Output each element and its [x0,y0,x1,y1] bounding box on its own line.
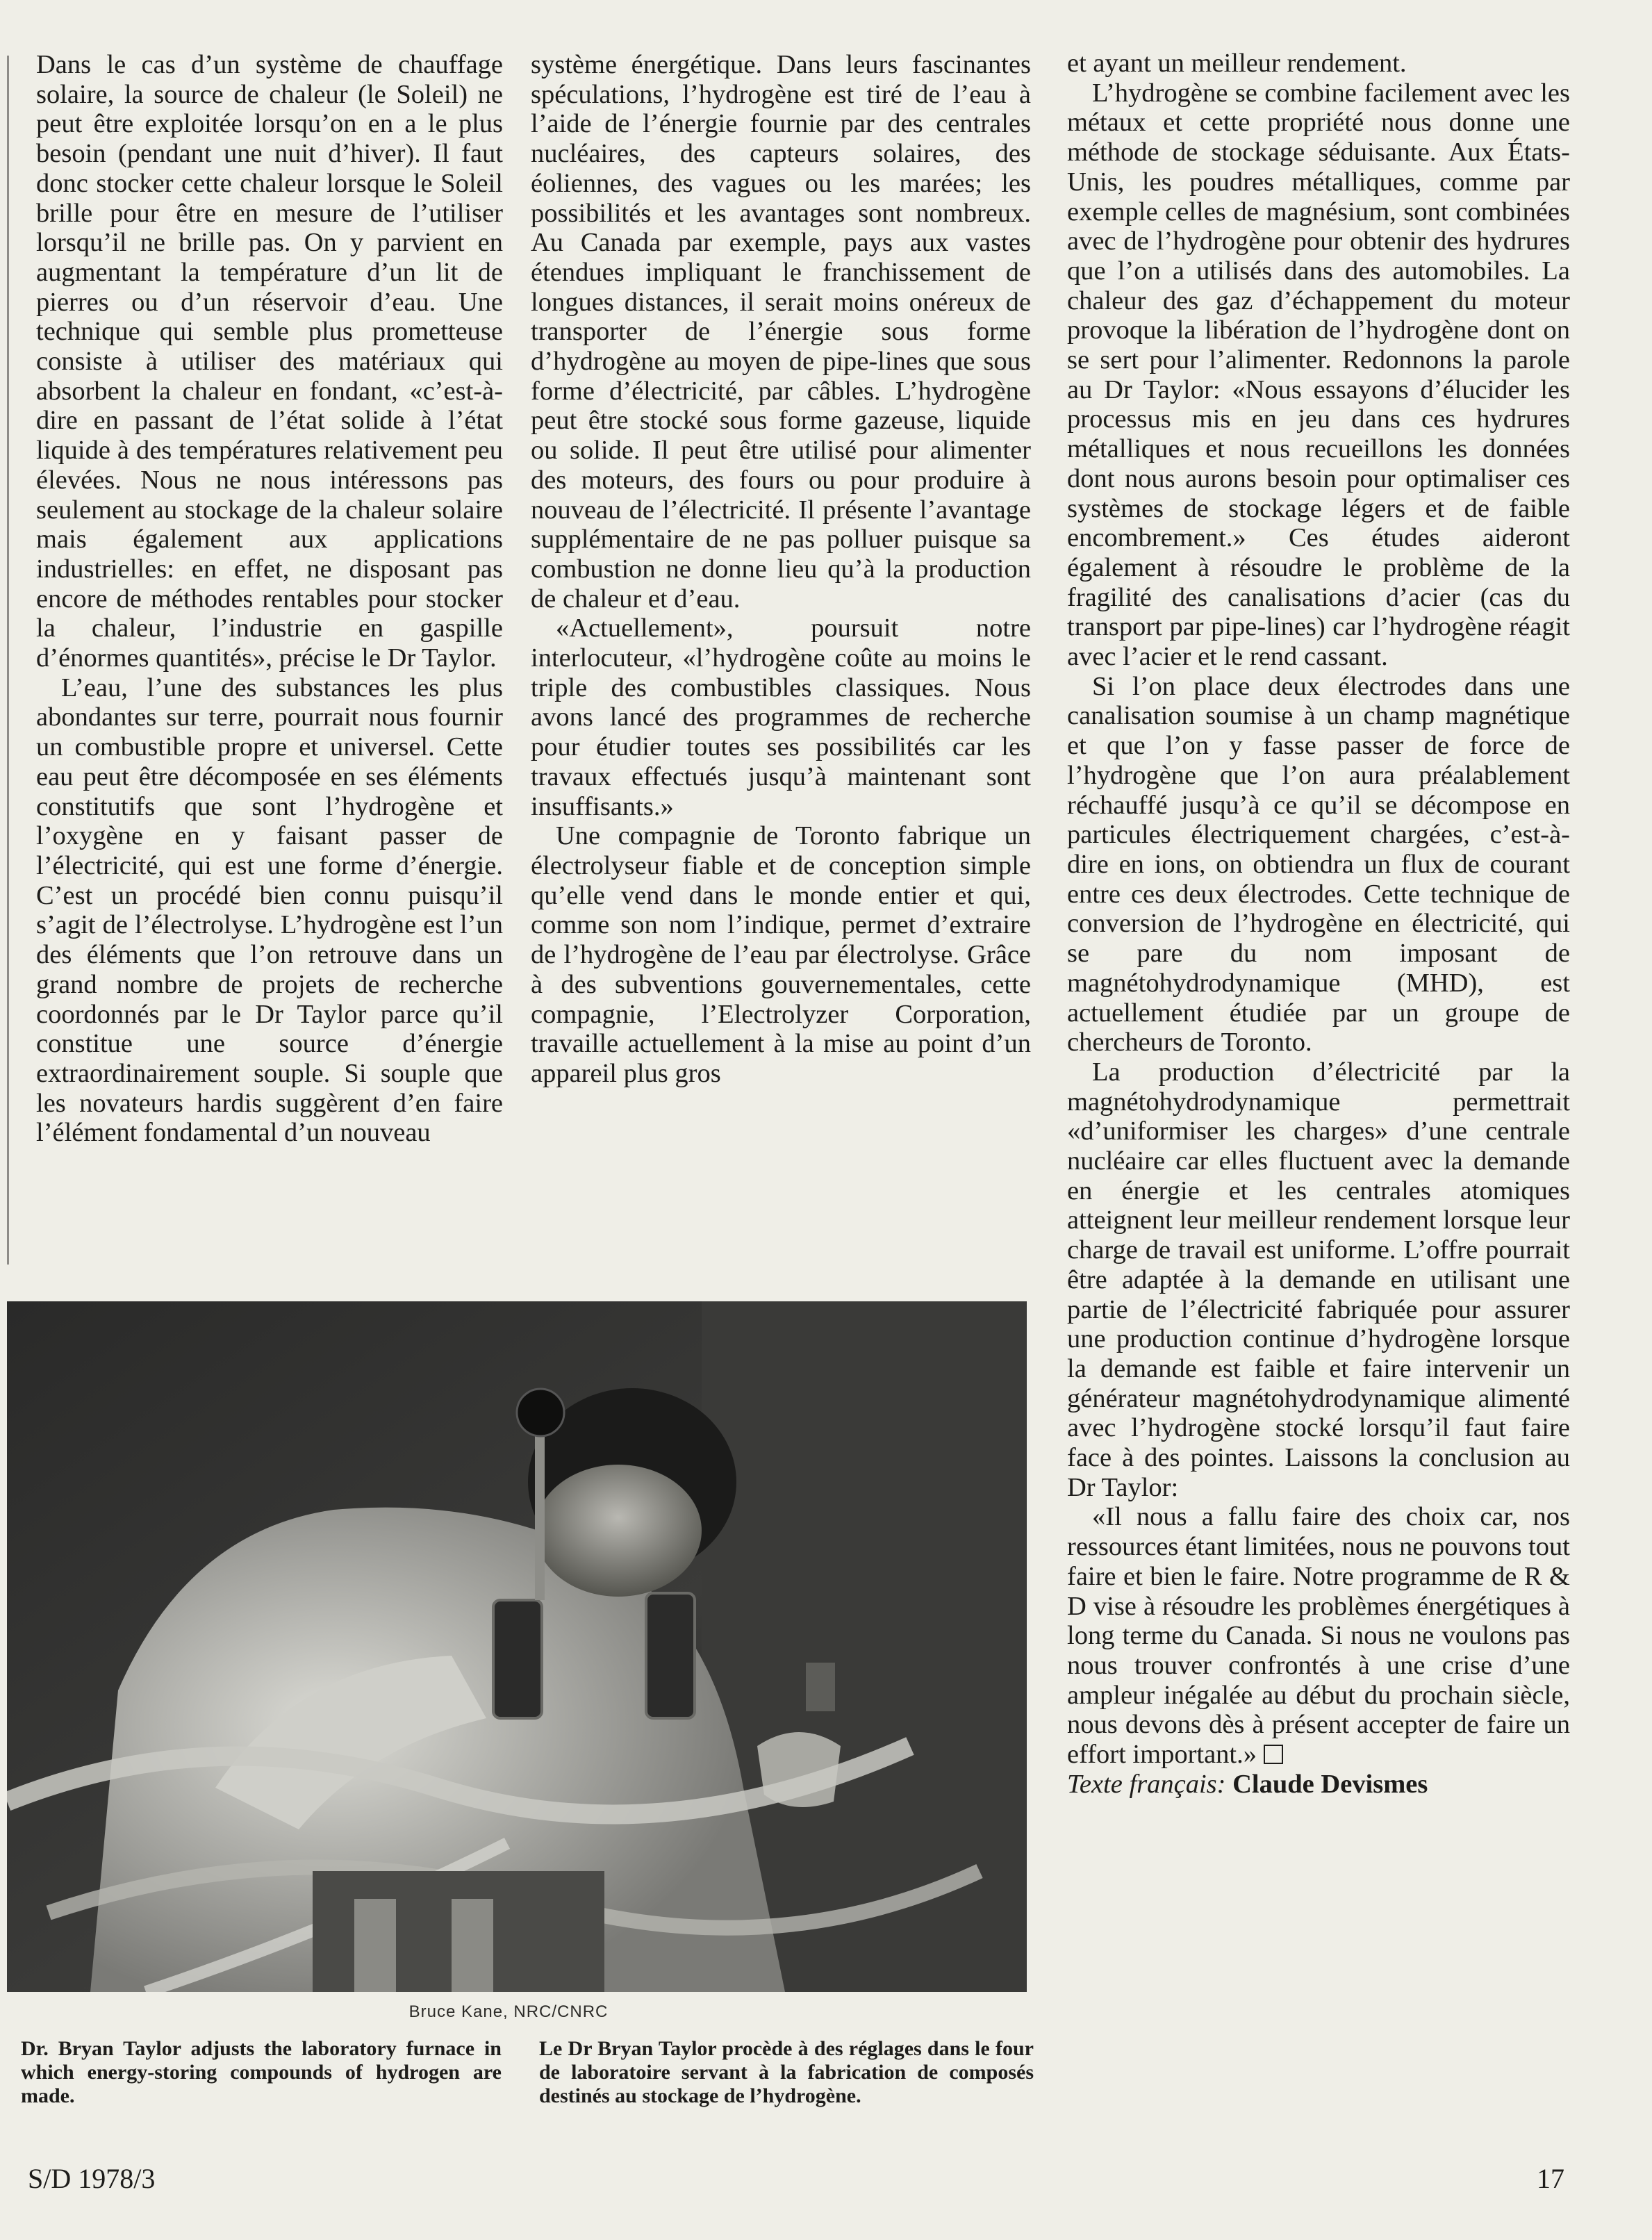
translator-name: Claude Devismes [1232,1769,1428,1799]
article-column-1 [36,50,503,1148]
caption-english: Dr. Bryan Taylor adjusts the laboratory furnace in which energy-storing compounds of hydrogen are made. [21,2037,502,2107]
paragraph: Dans le cas d’un système de chauffage solaire, la source de chaleur (le Soleil) ne peut être exploitée lorsqu’on en a le plus besoin (pendant une nuit d’hiver). Il faut donc stocker cette chaleur lorsque le Soleil brille pour être en mesure de l’utiliser lorsqu’il ne brille pas. On y parvient en augmentant la température d’un lit de pierres ou d’un réservoir d’eau. Une technique qui semble plus prometteuse consiste à utiliser des matériaux qui absorbent la chaleur en fondant, «c’est-à-dire en passant de l’état solide à l’état liquide à des températures relativement peu élevées. Nous ne nous intéressons pas seulement au stockage de la chaleur solaire mais également aux applications industrielles: en effet, ne disposant pas encore de méthodes rentables pour stocker la chaleur, l’industrie en gaspille d’énormes quantités», précise le Dr Taylor. [36,50,503,673]
article-column-2 [531,50,1031,1089]
margin-rule [7,56,9,1265]
quote-paragraph [1067,1502,1570,1769]
quote-text: «Il nous a fallu faire des choix car, nos ressources étant limitées, nous ne pouvons tout faire et bien le faire. Notre programme de R & D vise à résoudre les problèmes énergétiques à long terme du Canada. Si nous ne voulons pas nous trouver confrontés à une crise d’une ampleur inégalée au début du prochain siècle, nous devons dès à présent accepter de faire un effort important.» [1067,1502,1570,1770]
photo-illustration [7,1301,1027,1992]
paragraph: L’hydrogène se combine facilement avec les métaux et cette propriété nous donne une méthode de stockage séduisante. Aux États-Unis, les poudres métalliques, comme par exemple celles de magnésium, sont combinées avec de l’hydrogène pour obtenir des hydrures que l’on a utilisés dans des automobiles. La chaleur des gaz d’échappement du moteur provoque la libération de l’hydrogène dont on se sert pour l’alimenter. Redonnons la parole au Dr Taylor: «Nous essayons d’élucider les processus mis en jeu dans ces hydrures métalliques et nous recueillons les données dont nous aurons besoin pour optimaliser ces systèmes de stockage légers et de faible encombrement.» Ces études aideront également à résoudre le problème de la fragilité des canalisations d’acier (cas du transport par pipe-lines) car l’hydrogène réagit avec l’acier et le rend cassant. [1067,78,1570,672]
caption-french: Le Dr Bryan Taylor procède à des réglages dans le four de laboratoire servant à la fabrication de composés destinés au stockage de l’hydrogène. [539,2037,1034,2107]
paragraph: La production d’électricité par la magnétohydrodynamique permettrait «d’uniformiser les charges» d’une centrale nucléaire car elles fluctuent avec la demande en énergie et les centrales atomiques atteignent leur meilleur rendement lorsque leur charge de travail est uniforme. L’offre pourrait être adaptée à la demande en utilisant une partie de l’électricité fabriquée pour assurer une production continue d’hydrogène lorsque la demande est faible et faire intervenir un générateur magnétohydrodynamique alimenté avec l’hydrogène stocké lorsqu’il faut faire face à des pointes. Laissons la conclusion au Dr Taylor: [1067,1057,1570,1502]
paragraph: L’eau, l’une des substances les plus abondantes sur terre, pourrait nous fournir un combustible propre et universel. Cette eau peut être décomposée en ses éléments constitutifs que sont l’hydrogène et l’oxygène en y faisant passer de l’électricité, qui est une forme d’énergie. C’est un procédé bien connu puisqu’il s’agit de l’électrolyse. L’hydrogène est l’un des éléments que l’on retrouve dans un grand nombre de projets de recherche coordonnés par le Dr Taylor parce qu’il constitue une source d’énergie extraordinairement souple. Si souple que les novateurs hardis suggèrent d’en faire l’élément fondamental d’un nouveau [36,673,503,1148]
paragraph: système énergétique. Dans leurs fascinantes spéculations, l’hydrogène est tiré de l’eau à l’aide de l’énergie fournie par des centrales nucléaires, des capteurs solaires, des éoliennes, des vagues ou les marées; les possibilités et les avantages sont nombreux. Au Canada par exemple, pays aux vastes étendues impliquant le franchissement de longues distances, il serait moins onéreux de transporter de l’énergie sous forme d’hydrogène au moyen de pipe-lines que sous forme d’électricité, par câbles. L’hydrogène peut être stocké sous forme gazeuse, liquide ou solide. Il peut être utilisé pour alimenter des moteurs, des fours ou pour produire à nouveau de l’électricité. Il présente l’avantage supplémentaire de ne pas polluer puisque sa combustion ne donne lieu qu’à la production de chaleur et d’eau. [531,50,1031,613]
paragraph: «Actuellement», poursuit notre interlocuteur, «l’hydrogène coûte au moins le triple des combustibles classiques. Nous avons lancé des programmes de recherche pour étudier toutes ses possibilités car les travaux effectués jusqu’à maintenant sont insuffisants.» [531,613,1031,821]
end-of-article-box-icon [1264,1745,1283,1764]
page-number: 17 [1537,2163,1564,2194]
laboratory-photo [7,1301,1027,1992]
paragraph: Une compagnie de Toronto fabrique un électrolyseur fiable et de conception simple qu’elle vend dans le monde entier et qui, comme son nom l’indique, permet d’extraire de l’hydrogène de l’eau par électrolyse. Grâce à des subventions gouvernementales, cette compagnie, l’Electrolyzer Corporation, travaille actuellement à la mise au point d’un appareil plus gros [531,821,1031,1088]
paragraph: Si l’on place deux électrodes dans une canalisation soumise à un champ magnétique et que l’on y fasse passer de force de l’hydrogène que l’on aura préalablement réchauffé jusqu’à ce qu’il se décompose en particules électriquement chargées, c’est-à-dire en ions, on obtiendra un flux de courant entre ces deux électrodes. Cette technique de conversion de l’hydrogène en électricité, qui se pare du nom imposant de magnétohydrodynamique (MHD), est actuellement étudiée par un groupe de chercheurs de Toronto. [1067,671,1570,1057]
photo-credit: Bruce Kane, NRC/CNRC [408,2002,609,2021]
issue-label: S/D 1978/3 [28,2163,156,2194]
translation-label: Texte français: [1067,1769,1226,1799]
article-column-3 [1067,49,1570,1799]
translator-credit [1067,1770,1570,1800]
paragraph: et ayant un meilleur rendement. [1067,49,1407,78]
